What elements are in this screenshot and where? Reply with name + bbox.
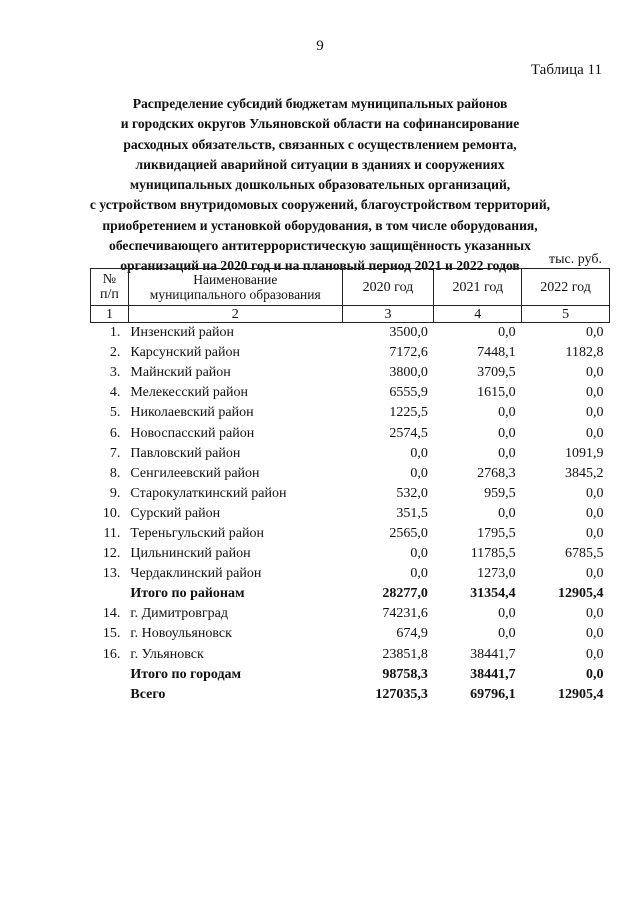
value-2020: 351,5	[396, 505, 428, 521]
row-number: 8.	[109, 465, 121, 481]
value-2020: 28277,0	[382, 586, 428, 602]
row-number	[91, 685, 129, 705]
value-2022: 0,0	[586, 566, 604, 582]
value-2022: 6785,5	[565, 546, 604, 562]
row-number: 4.	[109, 385, 121, 401]
row-number: 2.	[109, 345, 121, 361]
value-2021: 959,5	[484, 485, 516, 501]
table-row	[91, 444, 610, 464]
municipality-name: Цильнинский район	[130, 546, 251, 562]
value-2020: 674,9	[396, 626, 428, 642]
municipality-name: г. Димитровград	[130, 606, 228, 622]
header-2020: 2020 год	[342, 269, 434, 306]
value-2022: 0,0	[586, 626, 604, 642]
table-row	[91, 383, 610, 403]
row-number: 12.	[102, 546, 121, 562]
value-2021: 0,0	[498, 606, 516, 622]
value-2021: 1615,0	[477, 385, 516, 401]
value-2022: 12905,4	[558, 586, 604, 602]
value-2020: 2565,0	[389, 525, 428, 541]
value-2022: 0,0	[586, 606, 604, 622]
value-2020: 6555,9	[389, 385, 428, 401]
municipality-name: Мелекесский район	[130, 385, 249, 401]
value-2021: 11785,5	[470, 546, 516, 562]
table-label: Таблица 11	[530, 62, 602, 78]
row-number: 15.	[102, 626, 121, 642]
value-2021: 31354,4	[470, 586, 516, 602]
value-2022: 0,0	[586, 425, 604, 441]
title-line: и городских округов Ульяновской области на софинансирование	[120, 116, 520, 132]
value-2022: 0,0	[586, 385, 604, 401]
value-2021: 0,0	[498, 626, 516, 642]
municipality-name: Инзенский район	[130, 325, 234, 341]
table-row	[91, 544, 610, 564]
municipality-name: Карсунский район	[130, 345, 241, 361]
title-line: расходных обязательств, связанных с осуществлением ремонта,	[123, 136, 517, 152]
title-line: ликвидацией аварийной ситуации в зданиях и сооружениях	[135, 156, 505, 172]
table-row	[91, 604, 610, 624]
table-row	[91, 645, 610, 665]
table-row	[91, 524, 610, 544]
table-row	[91, 403, 610, 423]
value-2020: 3800,0	[389, 365, 428, 381]
value-2022: 0,0	[586, 666, 604, 682]
row-number	[91, 584, 129, 604]
municipality-name: Майнский район	[130, 365, 231, 381]
municipality-name: Итого по районам	[130, 586, 245, 602]
municipality-name: Сенгилеевский район	[130, 465, 260, 481]
table-row	[91, 504, 610, 524]
title-line: Распределение субсидий бюджетам муниципальных районов	[132, 96, 508, 111]
value-2021: 7448,1	[477, 345, 516, 361]
value-2021: 38441,7	[470, 646, 516, 662]
row-number	[91, 665, 129, 685]
municipality-name: Сурский район	[130, 505, 221, 521]
table-body	[91, 323, 610, 705]
row-number: 9.	[109, 485, 121, 501]
column-number: 2	[128, 306, 342, 323]
column-number: 5	[522, 306, 610, 323]
row-number: 3.	[109, 365, 121, 381]
subsidy-table	[90, 268, 610, 705]
row-number: 1.	[109, 325, 121, 341]
total-row	[91, 584, 610, 604]
title-line: обеспечивающего антитеррористическую защищённость указанных	[109, 238, 531, 254]
table-row	[91, 423, 610, 443]
value-2020: 0,0	[410, 566, 428, 582]
value-2020: 2574,5	[389, 425, 428, 441]
column-number: 4	[434, 306, 522, 323]
title-line: с устройством внутридомовых сооружений, благоустройством территорий,	[89, 197, 551, 213]
document-title	[60, 94, 580, 277]
municipality-name: Чердаклинский район	[130, 566, 262, 582]
title-line: муниципальных дошкольных образовательных организаций,	[129, 177, 511, 193]
table-row	[91, 464, 610, 484]
value-2021: 69796,1	[470, 686, 516, 702]
value-2021: 0,0	[498, 445, 516, 461]
value-2021: 0,0	[498, 325, 516, 341]
municipality-name: Итого по городам	[130, 666, 242, 682]
value-2020: 74231,6	[382, 606, 428, 622]
value-2022: 12905,4	[558, 686, 604, 702]
table-row	[91, 363, 610, 383]
total-row	[91, 665, 610, 685]
title-line: приобретением и установкой оборудования, в том числе оборудования,	[102, 217, 538, 233]
value-2020: 23851,8	[382, 646, 428, 662]
value-2022: 1182,8	[565, 345, 604, 361]
row-number: 16.	[102, 646, 121, 662]
value-2020: 98758,3	[382, 666, 428, 682]
municipality-name: г. Новоульяновск	[130, 626, 232, 642]
table-row	[91, 323, 610, 344]
table-row	[91, 624, 610, 644]
municipality-name: г. Ульяновск	[130, 646, 204, 662]
value-2022: 0,0	[586, 405, 604, 421]
value-2022: 0,0	[586, 365, 604, 381]
value-2022: 0,0	[586, 325, 604, 341]
value-2020: 7172,6	[389, 345, 428, 361]
value-2020: 532,0	[396, 485, 428, 501]
value-2022: 0,0	[586, 485, 604, 501]
municipality-name: Старокулаткинский район	[130, 485, 287, 501]
municipality-name: Павловский район	[130, 445, 241, 461]
municipality-name: Николаевский район	[130, 405, 254, 421]
row-number: 5.	[109, 405, 121, 421]
row-number: 14.	[102, 606, 121, 622]
value-2022: 0,0	[586, 505, 604, 521]
value-2021: 0,0	[498, 505, 516, 521]
header-2022: 2022 год	[522, 269, 610, 306]
value-2020: 0,0	[410, 465, 428, 481]
title-line: организаций на 2020 год и на плановый период 2021 и 2022 годов	[120, 258, 520, 274]
header-number: № п/п	[91, 269, 129, 306]
municipality-name: Всего	[130, 686, 166, 702]
column-number: 1	[91, 306, 129, 323]
total-row	[91, 685, 610, 705]
municipality-name: Новоспасский район	[130, 425, 255, 441]
value-2020: 0,0	[410, 546, 428, 562]
value-2022: 0,0	[586, 525, 604, 541]
row-number: 11.	[103, 525, 121, 541]
page-number: 9	[316, 38, 324, 54]
value-2021: 2768,3	[477, 465, 516, 481]
row-number: 10.	[102, 505, 121, 521]
table-row	[91, 484, 610, 504]
value-2021: 3709,5	[477, 365, 516, 381]
header-row	[91, 269, 610, 306]
municipality-name: Тереньгульский район	[130, 525, 264, 541]
value-2020: 3500,0	[389, 325, 428, 341]
row-number: 6.	[109, 425, 121, 441]
header-name: Наименование муниципального образования	[128, 269, 342, 306]
value-2021: 1273,0	[477, 566, 516, 582]
value-2021: 0,0	[498, 405, 516, 421]
row-number: 13.	[102, 566, 121, 582]
value-2022: 1091,9	[565, 445, 604, 461]
value-2021: 0,0	[498, 425, 516, 441]
column-number-row	[91, 306, 610, 323]
column-number: 3	[342, 306, 434, 323]
value-2020: 0,0	[410, 445, 428, 461]
value-2020: 127035,3	[375, 686, 428, 702]
value-2022: 0,0	[586, 646, 604, 662]
header-2021: 2021 год	[434, 269, 522, 306]
value-2022: 3845,2	[565, 465, 604, 481]
units-label: тыс. руб.	[549, 252, 602, 267]
row-number: 7.	[109, 445, 121, 461]
table-row	[91, 564, 610, 584]
value-2021: 38441,7	[470, 666, 516, 682]
table-row	[91, 343, 610, 363]
table-header	[91, 269, 610, 323]
value-2021: 1795,5	[477, 525, 516, 541]
value-2020: 1225,5	[389, 405, 428, 421]
